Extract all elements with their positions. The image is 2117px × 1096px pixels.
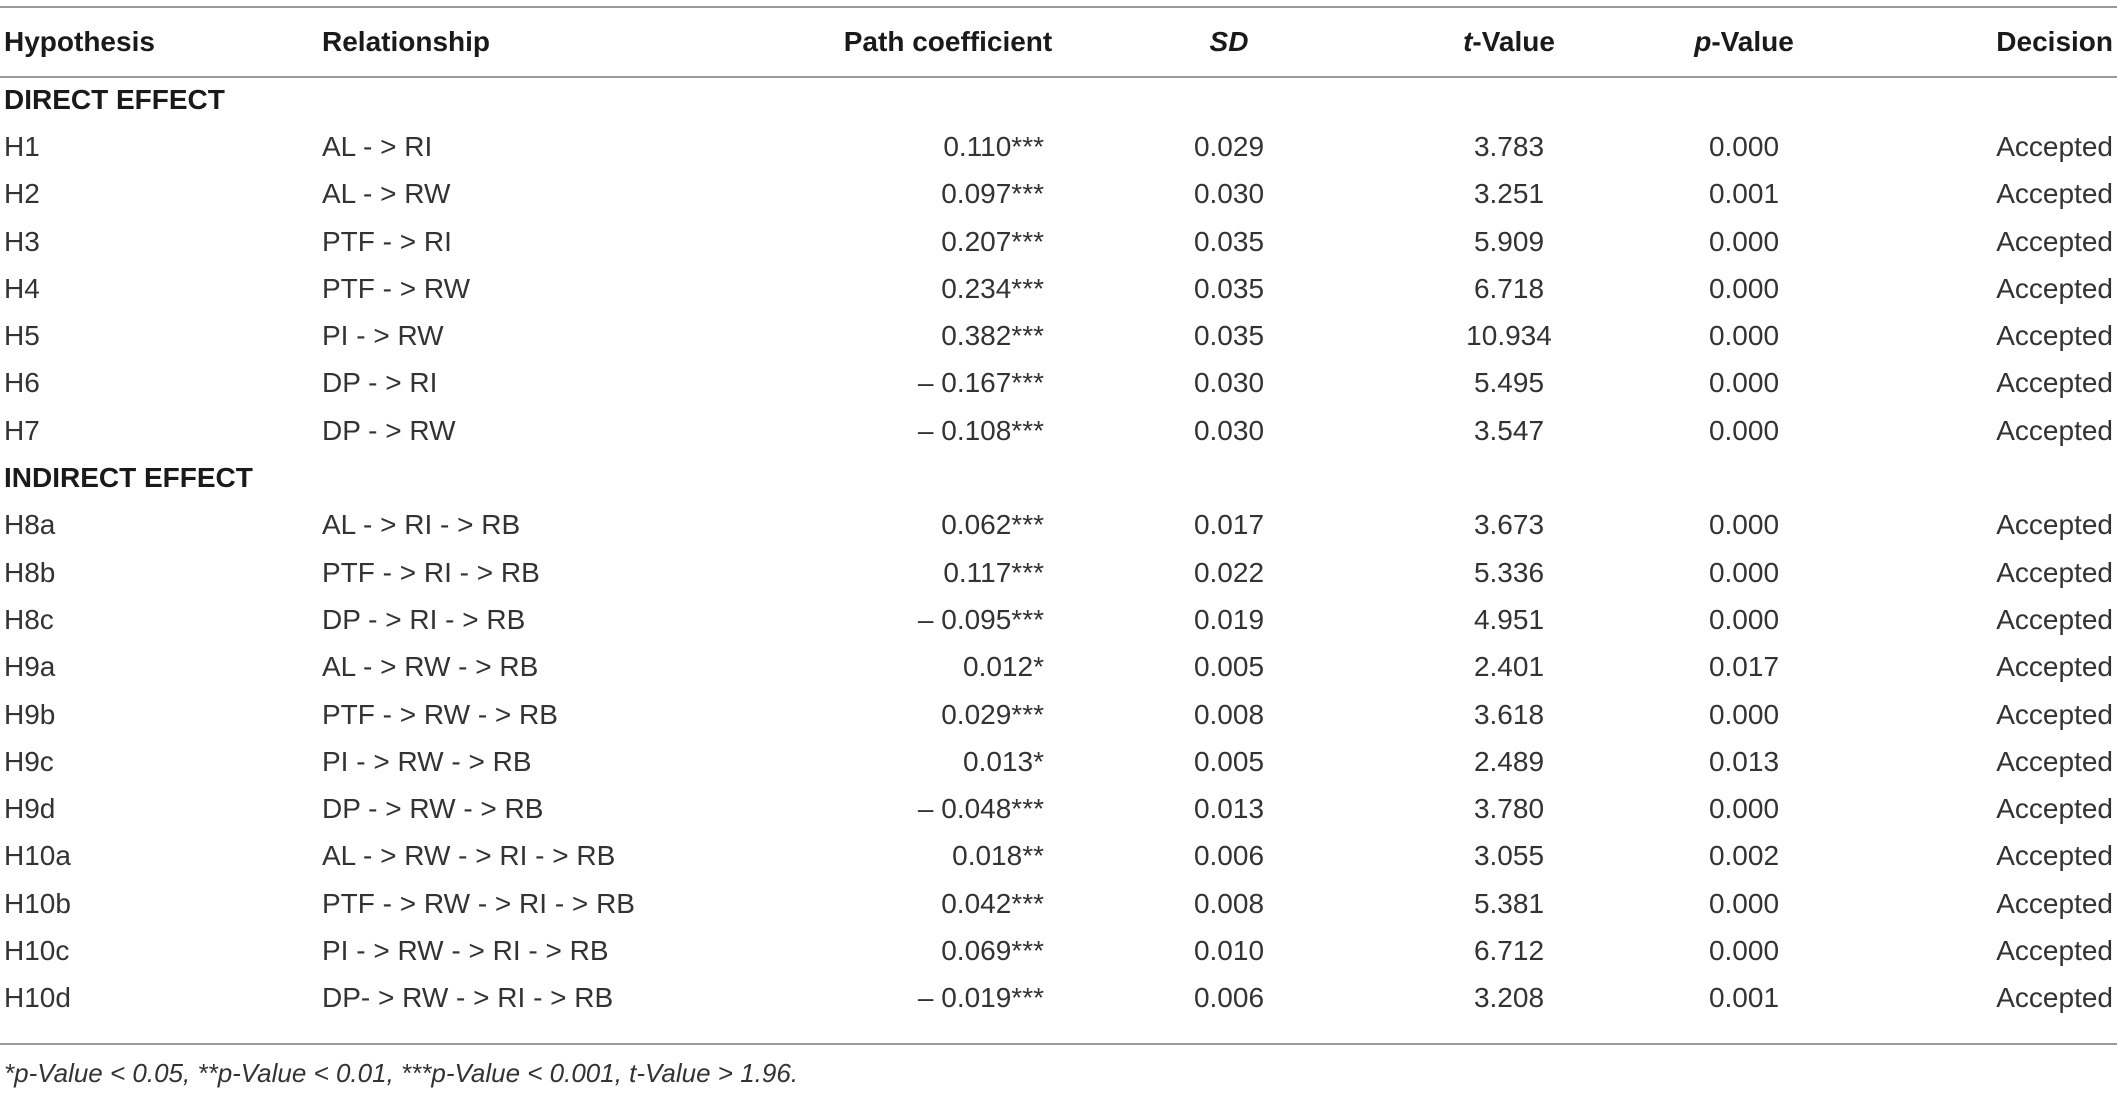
cell-t-value: 2.401 <box>1473 651 1545 683</box>
cell-t-value: 2.489 <box>1473 745 1545 777</box>
cell-t-value: 3.783 <box>1473 130 1545 162</box>
cell-hypothesis: H10b <box>4 887 71 919</box>
cell-decision: Accepted <box>1996 603 2113 635</box>
cell-relationship: AL - > RW <box>322 178 451 210</box>
cell-t-value: 5.495 <box>1473 367 1545 399</box>
table-row <box>0 833 2117 880</box>
cell-sd: 0.017 <box>1193 509 1265 541</box>
cell-sd: 0.035 <box>1193 225 1265 257</box>
cell-hypothesis: H6 <box>4 367 40 399</box>
header-p-value <box>1634 8 1854 76</box>
cell-hypothesis: H3 <box>4 225 40 257</box>
cell-relationship: PTF - > RW - > RI - > RB <box>322 887 635 919</box>
table-row <box>0 407 2117 454</box>
cell-decision: Accepted <box>1996 698 2113 730</box>
cell-relationship: PI - > RW - > RI - > RB <box>322 934 609 966</box>
cell-p-value: 0.013 <box>1708 745 1780 777</box>
cell-hypothesis: H4 <box>4 272 40 304</box>
cell-sd: 0.006 <box>1193 840 1265 872</box>
table-row <box>0 549 2117 596</box>
cell-hypothesis: H9b <box>4 698 56 730</box>
cell-path-coefficient: – 0.048*** <box>917 793 1044 825</box>
section-title: DIRECT EFFECT <box>4 83 225 115</box>
cell-sd: 0.030 <box>1193 178 1265 210</box>
cell-decision: Accepted <box>1996 651 2113 683</box>
cell-hypothesis: H5 <box>4 320 40 352</box>
cell-t-value: 10.934 <box>1466 320 1552 352</box>
cell-relationship: DP - > RI <box>322 367 438 399</box>
cell-relationship: PTF - > RI - > RB <box>322 556 540 588</box>
header-p-prefix: p <box>1694 26 1712 57</box>
cell-p-value: 0.002 <box>1708 840 1780 872</box>
cell-p-value: 0.000 <box>1708 367 1780 399</box>
cell-path-coefficient: – 0.019*** <box>917 982 1044 1014</box>
cell-sd: 0.035 <box>1193 320 1265 352</box>
table-row <box>0 975 2117 1022</box>
cell-sd: 0.006 <box>1193 982 1265 1014</box>
cell-sd: 0.005 <box>1193 651 1265 683</box>
cell-t-value: 3.251 <box>1473 178 1545 210</box>
table-row <box>0 644 2117 691</box>
cell-decision: Accepted <box>1996 414 2113 446</box>
cell-p-value: 0.001 <box>1708 982 1780 1014</box>
cell-path-coefficient: 0.029*** <box>941 698 1044 730</box>
cell-t-value: 3.208 <box>1473 982 1545 1014</box>
table-row <box>0 502 2117 549</box>
cell-t-value: 3.618 <box>1473 698 1545 730</box>
cell-hypothesis: H1 <box>4 130 40 162</box>
cell-relationship: PI - > RW <box>322 320 444 352</box>
cell-path-coefficient: 0.097*** <box>941 178 1044 210</box>
cell-t-value: 3.780 <box>1473 793 1545 825</box>
cell-t-value: 3.055 <box>1473 840 1545 872</box>
cell-sd: 0.010 <box>1193 934 1265 966</box>
table-row <box>0 880 2117 927</box>
cell-hypothesis: H10c <box>4 934 70 966</box>
cell-path-coefficient: 0.062*** <box>941 509 1044 541</box>
cell-sd: 0.005 <box>1193 745 1265 777</box>
header-p-suffix: -Value <box>1711 26 1794 57</box>
table-header-row <box>0 8 2117 76</box>
table-row <box>0 927 2117 974</box>
cell-t-value: 4.951 <box>1473 603 1545 635</box>
cell-relationship: PTF - > RW - > RB <box>322 698 558 730</box>
cell-decision: Accepted <box>1996 745 2113 777</box>
cell-decision: Accepted <box>1996 509 2113 541</box>
cell-p-value: 0.000 <box>1708 934 1780 966</box>
header-path-coefficient: Path coefficient <box>843 26 1053 57</box>
cell-decision: Accepted <box>1996 130 2113 162</box>
cell-decision: Accepted <box>1996 934 2113 966</box>
cell-hypothesis: H8a <box>4 509 56 541</box>
cell-relationship: DP- > RW - > RI - > RB <box>322 982 614 1014</box>
section-header-row <box>0 454 2117 501</box>
table-row <box>0 171 2117 218</box>
header-t-prefix: t <box>1463 26 1473 57</box>
cell-relationship: AL - > RW - > RI - > RB <box>322 840 616 872</box>
header-decision: Decision <box>1996 26 2113 57</box>
header-t-value <box>1384 8 1634 76</box>
cell-path-coefficient: 0.234*** <box>941 272 1044 304</box>
cell-relationship: AL - > RW - > RB <box>322 651 539 683</box>
header-relationship: Relationship <box>322 26 491 57</box>
cell-path-coefficient: – 0.108*** <box>917 414 1044 446</box>
cell-sd: 0.019 <box>1193 603 1265 635</box>
cell-t-value: 3.673 <box>1473 509 1545 541</box>
cell-sd: 0.008 <box>1193 698 1265 730</box>
cell-hypothesis: H10a <box>4 840 71 872</box>
cell-path-coefficient: – 0.167*** <box>917 367 1044 399</box>
cell-path-coefficient: – 0.095*** <box>917 603 1044 635</box>
cell-sd: 0.008 <box>1193 887 1265 919</box>
table-row <box>0 360 2117 407</box>
cell-relationship: AL - > RI <box>322 130 433 162</box>
cell-sd: 0.030 <box>1193 367 1265 399</box>
cell-relationship: PI - > RW - > RB <box>322 745 532 777</box>
cell-sd: 0.022 <box>1193 556 1265 588</box>
table-row <box>0 123 2117 170</box>
cell-t-value: 5.381 <box>1473 887 1545 919</box>
cell-hypothesis: H2 <box>4 178 40 210</box>
cell-sd: 0.030 <box>1193 414 1265 446</box>
cell-path-coefficient: 0.117*** <box>943 556 1044 588</box>
cell-path-coefficient: 0.382*** <box>941 320 1044 352</box>
cell-path-coefficient: 0.012* <box>963 651 1044 683</box>
header-sd: SD <box>1209 26 1249 57</box>
cell-p-value: 0.000 <box>1708 130 1780 162</box>
cell-p-value: 0.000 <box>1708 509 1780 541</box>
cell-p-value: 0.000 <box>1708 887 1780 919</box>
cell-sd: 0.035 <box>1193 272 1265 304</box>
cell-relationship: DP - > RW - > RB <box>322 793 544 825</box>
cell-sd: 0.013 <box>1193 793 1265 825</box>
cell-decision: Accepted <box>1996 272 2113 304</box>
cell-decision: Accepted <box>1996 887 2113 919</box>
cell-p-value: 0.000 <box>1708 320 1780 352</box>
cell-p-value: 0.000 <box>1708 272 1780 304</box>
cell-decision: Accepted <box>1996 367 2113 399</box>
cell-hypothesis: H7 <box>4 414 40 446</box>
cell-hypothesis: H9a <box>4 651 56 683</box>
cell-path-coefficient: 0.018** <box>952 840 1044 872</box>
cell-relationship: PTF - > RI <box>322 225 452 257</box>
table-row <box>0 691 2117 738</box>
cell-decision: Accepted <box>1996 556 2113 588</box>
table-bottom-rule <box>0 1043 2117 1045</box>
cell-relationship: DP - > RW <box>322 414 456 446</box>
table-row <box>0 785 2117 832</box>
table-footnote: *p-Value < 0.05, **p-Value < 0.01, ***p-Value < 0.001, t-Value > 1.96. <box>4 1058 799 1088</box>
cell-relationship: DP - > RI - > RB <box>322 603 526 635</box>
table-row <box>0 312 2117 359</box>
cell-p-value: 0.000 <box>1708 793 1780 825</box>
cell-t-value: 5.336 <box>1473 556 1545 588</box>
cell-path-coefficient: 0.207*** <box>941 225 1044 257</box>
cell-p-value: 0.001 <box>1708 178 1780 210</box>
cell-p-value: 0.017 <box>1708 651 1780 683</box>
cell-path-coefficient: 0.069*** <box>941 934 1044 966</box>
section-header-row <box>0 76 2117 123</box>
table-row <box>0 738 2117 785</box>
section-title: INDIRECT EFFECT <box>4 462 253 494</box>
cell-p-value: 0.000 <box>1708 556 1780 588</box>
cell-t-value: 3.547 <box>1473 414 1545 446</box>
cell-path-coefficient: 0.110*** <box>943 130 1044 162</box>
cell-t-value: 5.909 <box>1473 225 1545 257</box>
table-row <box>0 218 2117 265</box>
cell-decision: Accepted <box>1996 178 2113 210</box>
cell-p-value: 0.000 <box>1708 225 1780 257</box>
cell-path-coefficient: 0.042*** <box>941 887 1044 919</box>
cell-path-coefficient: 0.013* <box>963 745 1044 777</box>
cell-hypothesis: H8b <box>4 556 56 588</box>
cell-p-value: 0.000 <box>1708 414 1780 446</box>
cell-p-value: 0.000 <box>1708 698 1780 730</box>
cell-sd: 0.029 <box>1193 130 1265 162</box>
header-t-suffix: -Value <box>1472 26 1555 57</box>
cell-t-value: 6.712 <box>1473 934 1545 966</box>
cell-decision: Accepted <box>1996 840 2113 872</box>
cell-t-value: 6.718 <box>1473 272 1545 304</box>
cell-hypothesis: H9d <box>4 793 56 825</box>
cell-hypothesis: H8c <box>4 603 54 635</box>
table-row <box>0 265 2117 312</box>
table-row <box>0 596 2117 643</box>
cell-p-value: 0.000 <box>1708 603 1780 635</box>
table-body <box>0 76 2117 1022</box>
cell-decision: Accepted <box>1996 793 2113 825</box>
cell-decision: Accepted <box>1996 320 2113 352</box>
cell-hypothesis: H10d <box>4 982 71 1014</box>
cell-relationship: AL - > RI - > RB <box>322 509 521 541</box>
cell-decision: Accepted <box>1996 225 2113 257</box>
cell-hypothesis: H9c <box>4 745 54 777</box>
hypothesis-results-table <box>0 8 2117 1022</box>
cell-decision: Accepted <box>1996 982 2113 1014</box>
header-hypothesis: Hypothesis <box>4 26 155 57</box>
cell-relationship: PTF - > RW <box>322 272 471 304</box>
